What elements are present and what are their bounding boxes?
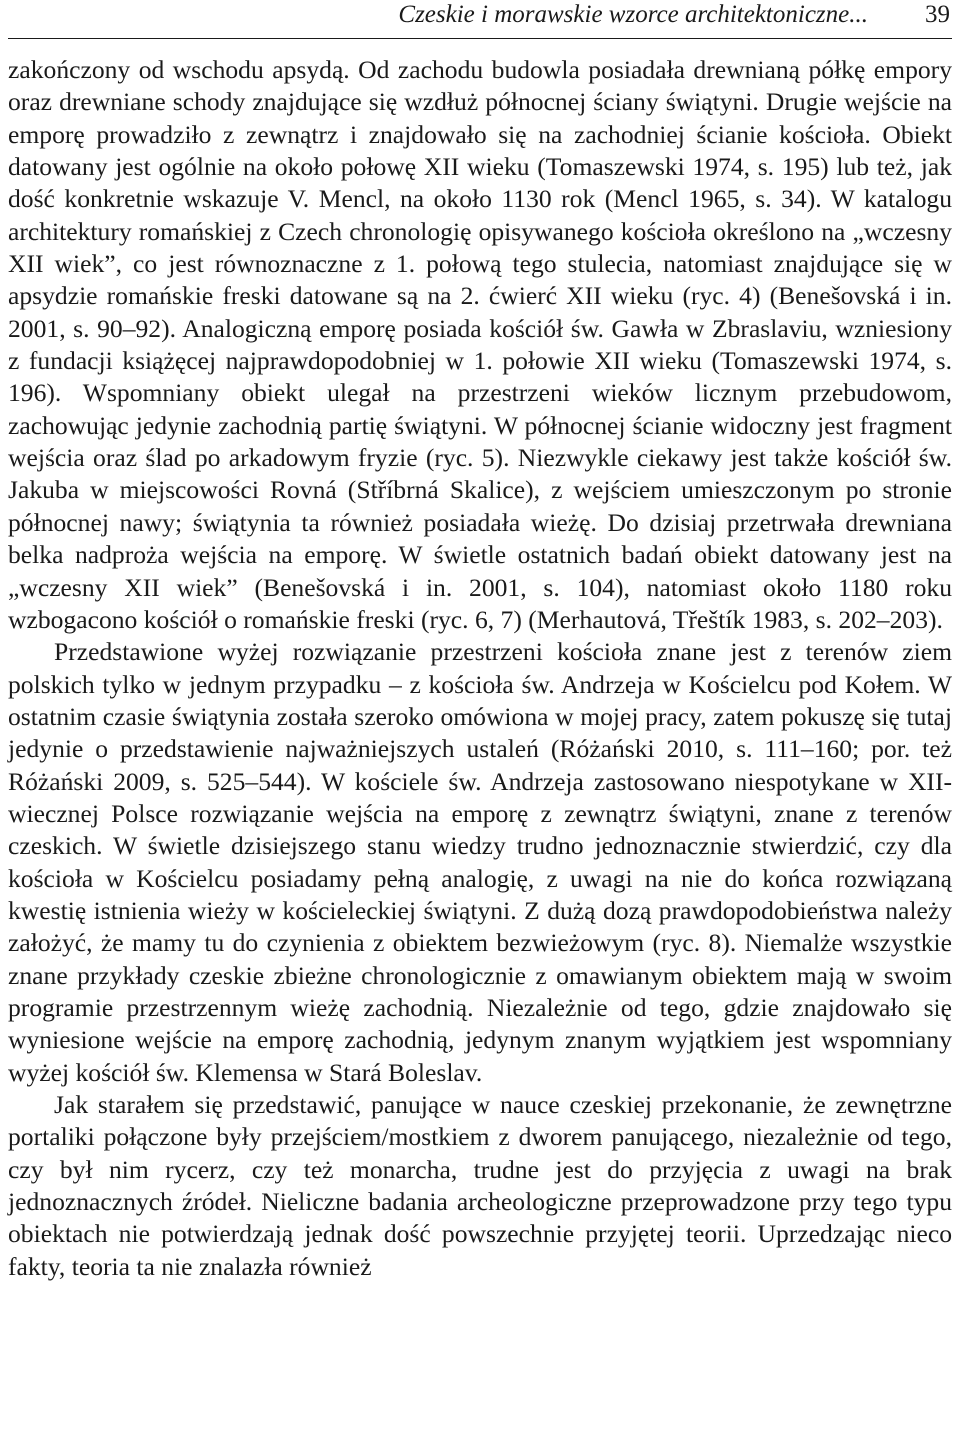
book-page xyxy=(8,0,952,1455)
page-number: 39 xyxy=(925,1,950,28)
running-title: Czeskie i morawskie wzorce architektoniczne... xyxy=(398,1,868,28)
paragraph-3: Jak starałem się przedstawić, panujące w nauce czeskiej przekonanie, że zewnętrzne portaliki połączone były przejściem/mostkiem z dworem panującego, niezależnie od tego, czy był nim rycerz, czy też monarcha, trudne jest do przyjęcia z uwagi na brak jednoznacznych źródeł. Nieliczne badania archeologiczne przeprowadzone przy tego typu obiektach nie potwierdzają jednak dość powszechnie przyjętej teorii. Uprzedzając nieco fakty, teoria ta nie znalazła również xyxy=(8,1090,952,1281)
paragraph-1: zakończony od wschodu apsydą. Od zachodu budowla posiadała drewnianą półkę empory oraz drewniane schody znajdujące się wzdłuż północnej ściany świątyni. Drugie wejście na emporę prowadziło z zewnątrz i znajdowało się na zachodniej ścianie kościoła. Obiekt datowany jest ogólnie na około połowę XII wieku (Tomaszewski 1974, s. 195) lub też, jak dość konkretnie wskazuje V. Mencl, na około 1130 rok (Mencl 1965, s. 34). W katalogu architektury romańskiej z Czech chronologię opisywanego kościoła określono na „wczesny XII wiek”, co jest równoznaczne z 1. połową tego stulecia, natomiast znajdujące się w apsydzie romańskie freski datowane są na 2. ćwierć XII wieku (ryc. 4) (Benešovská i in. 2001, s. 90–92). Analogiczną emporę posiada kościół św. Gawła w Zbraslaviu, wzniesiony z fundacji książęcej najprawdopodobniej w 1. połowie XII wieku (Tomaszewski 1974, s. 196). Wspomniany obiekt ulegał na przestrzeni wieków licznym przebudowom, zachowując jedynie zachodnią partię świątyni. W północnej ścianie widoczny jest fragment wejścia oraz ślad po arkadowym fryzie (ryc. 5). Niezwykle ciekawy jest także kościół św. Jakuba w miejscowości Rovná (Stříbrná Skalice), z wejściem umieszczonym po stronie północnej nawy; świątynia ta również posiadała wieżę. Do dzisiaj przetrwała drewniana belka nadproża wejścia na emporę. W świetle ostatnich badań obiekt datowany jest na „wczesny XII wiek” (Benešovská i in. 2001, s. 104), natomiast około 1180 roku wzbogacono kościół o romańskie freski (ryc. 6, 7) (Merhautová, Třeštík 1983, s. 202–203). xyxy=(8,55,952,634)
body-text xyxy=(8,54,952,1283)
paragraph-2: Przedstawione wyżej rozwiązanie przestrzeni kościoła znane jest z terenów ziem polskich tylko w jednym przypadku – z kościoła św. Andrzeja w Kościelcu pod Kołem. W ostatnim czasie świątynia została szeroko omówiona w mojej pracy, zatem pokuszę się tutaj jedynie o przedstawienie najważniejszych ustaleń (Różański 2010, s. 111–160; por. też Różański 2009, s. 525–544). W kościele św. Andrzeja zastosowano niespotykane w XII-wiecznej Polsce rozwiązanie wejścia na emporę z zewnątrz świątyni, znane z terenów czeskich. W świetle dzisiejszego stanu wiedzy trudno jednoznacznie stwierdzić, czy dla kościoła w Kościelcu posiadamy pełną analogię, z uwagi na nie do końca rozwiązaną kwestię istnienia wieży w kościeleckiej świątyni. Z dużą dozą prawdopodobieństwa należy założyć, że mamy tu do czynienia z obiektem bezwieżowym (ryc. 8). Niemalże wszystkie znane przykłady czeskie zbieżne chronologicznie z omawianym obiektem mają w swoim programie przestrzennym wieżę zachodnią. Niezależnie od tego, gdzie znajdowało się wyniesione wejście na emporę zachodnią, jedynym znanym wyjątkiem jest wspomniany wyżej kościół św. Klemensa w Stará Boleslav. xyxy=(8,637,952,1087)
header-rule xyxy=(8,38,952,39)
running-header xyxy=(8,0,952,46)
